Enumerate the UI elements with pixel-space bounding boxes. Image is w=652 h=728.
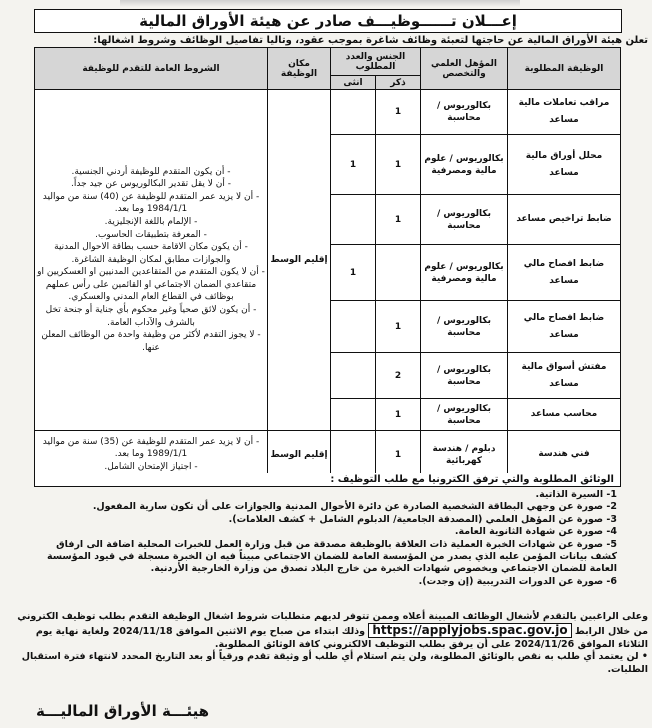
female-count bbox=[331, 431, 376, 479]
job-title: ضابط افصاح مالي مساعد bbox=[508, 245, 621, 301]
header-place: مكان الوظيفة bbox=[268, 48, 331, 90]
condition-item: - لا يجوز التقدم لأكثر من وظيفة واحدة من الوظائف المعلن عنها. bbox=[41, 330, 261, 353]
document-item: 4- صورة عن شهادة الثانوية العامة. bbox=[454, 526, 617, 538]
female-count bbox=[331, 301, 376, 353]
condition-item: - الإلمام باللغة الإنجليزية. bbox=[104, 216, 198, 227]
condition-item: - أن لا يكون المتقدم من المتقاعدين المدنيين او العسكريين او متقاعدي الضمان الاجتماعي او القائمين على رأس عملهم بوظائف في القطاع العام المدني والعسكري. bbox=[37, 267, 265, 303]
male-count: 1 bbox=[376, 399, 421, 431]
qualification: بكالوريوس / محاسبة bbox=[421, 195, 508, 245]
document-item: 1- السيرة الذاتية. bbox=[535, 489, 617, 500]
qualification: بكالوريوس / محاسبة bbox=[421, 399, 508, 431]
signature: هيئـــة الأوراق الماليـــة bbox=[36, 702, 210, 720]
table-row bbox=[35, 90, 621, 135]
condition-item: - أن لا يزيد عمر المتقدم للوظيفة عن (35) سنة من مواليد 1989/1/1 وما بعد. bbox=[42, 436, 260, 460]
job-title: مفتش أسواق مالية مساعد bbox=[508, 353, 621, 399]
header-gender: الجنس والعدد المطلوب bbox=[331, 48, 421, 76]
header-job: الوظيفة المطلوبة bbox=[508, 48, 621, 90]
job-title: فني هندسة bbox=[508, 431, 621, 479]
female-count bbox=[331, 399, 376, 431]
female-count bbox=[331, 353, 376, 399]
condition-item: - المعرفة بتطبيقات الحاسوب. bbox=[95, 229, 207, 240]
document-item: 2- صورة عن وجهي البطاقة الشخصية الصادرة عن دائرة الأحوال المدنية والجوازات على أن تكون سارية المفعول. bbox=[92, 501, 617, 513]
male-count: 1 bbox=[376, 90, 421, 135]
document-item: 3- صورة عن المؤهل العلمي (المصدقة الجامعية/ الدبلوم الشامل + كشف العلامات). bbox=[228, 513, 617, 525]
condition-item: - أن لا يزيد عمر المتقدم للوظيفة عن (40) سنة من مواليد 1984/1/1 وما بعد. bbox=[42, 191, 260, 215]
job-title: محاسب مساعد bbox=[508, 399, 621, 431]
instructions-note: • لن يعتمد أي طلب به نقص بالوثائق المطلوبة، ولن يتم استلام أي طلب أو وثيقة تقدم ورقياً أو بعد التاريخ المحدد لانتهاء فترة استقبال الطلبات. bbox=[21, 651, 648, 675]
intro-text: تعلن هيئة الأوراق المالية عن حاجتها لتعبئة وظائف شاغرة بموجب عقود، وتاليا تفاصيل الوظائف وشروط اشغالها: bbox=[93, 35, 648, 46]
female-count bbox=[331, 195, 376, 245]
apply-link[interactable]: https://applyjobs.spac.gov.jo bbox=[368, 623, 571, 637]
condition-item: - أن لا يقل تقدير البكالوريوس عن جيد جداً. bbox=[71, 179, 231, 190]
male-count: 1 bbox=[376, 195, 421, 245]
header-qualification: المؤهل العلمي والتخصص bbox=[421, 48, 508, 90]
job-title: ضابط افصاح مالي مساعد bbox=[508, 301, 621, 353]
job-title: ضابط تراخيص مساعد bbox=[508, 195, 621, 245]
condition-item: - أن يكون لائق صحياً وغير محكوم بأي جناية أو جنحة تخل بالشرف والآداب العامة. bbox=[45, 305, 257, 328]
documents-title: الوثائق المطلوبة والتي ترفق الكترونيا مع طلب التوظيف : bbox=[34, 473, 621, 487]
qualification: دبلوم / هندسة كهربائية bbox=[421, 431, 508, 479]
header-male: ذكر bbox=[376, 76, 421, 90]
scan-edge bbox=[120, 0, 520, 7]
header-female: انثى bbox=[331, 76, 376, 90]
male-count: 2 bbox=[376, 353, 421, 399]
qualification: بكالوريوس / علوم مالية ومصرفية bbox=[421, 135, 508, 195]
female-count: 1 bbox=[331, 245, 376, 301]
instructions-text: وعلى الراغبين بالتقدم لأشغال الوظائف المبينة أعلاه وممن تتوفر لديهم متطلبات شروط اشغال الوظيفة التقدم بطلب توظيف الكتروني من خلال الرابط bbox=[17, 611, 648, 638]
jobs-table bbox=[34, 47, 621, 479]
condition-item: - أن يكون مكان الاقامة حسب بطاقة الاحوال المدنية والجوازات مطابق لمكان الوظيفة الشاغرة. bbox=[54, 242, 248, 265]
condition-item: - أن يكون المتقدم للوظيفة أردني الجنسية. bbox=[71, 166, 231, 177]
general-conditions bbox=[35, 90, 268, 431]
instructions-dates: وذلك ابتداء من صباح يوم الاثنين الموافق 2024/11/18 ولغاية نهاية يوم الثلاثاء الموافق 2024/11/26 على أن يرفق بطلب التوظيف الالكتروني كافة الوثائق المطلوبة. bbox=[35, 626, 648, 650]
qualification: بكالوريوس / علوم مالية ومصرفية bbox=[421, 245, 508, 301]
job-title: محلل أوراق مالية مساعد bbox=[508, 135, 621, 195]
job-title: مراقب تعاملات مالية مساعد bbox=[508, 90, 621, 135]
job-place: إقليم الوسط bbox=[268, 90, 331, 431]
male-count: 1 bbox=[376, 301, 421, 353]
qualification: بكالوريوس / محاسبة bbox=[421, 301, 508, 353]
announcement-title: إعـــلان تــــــوظيـــف صادر عن هيئة الأوراق المالية bbox=[34, 9, 622, 33]
qualification: بكالوريوس / محاسبة bbox=[421, 90, 508, 135]
male-count: 1 bbox=[376, 135, 421, 195]
job-place: إقليم الوسط bbox=[268, 431, 331, 479]
female-count bbox=[331, 90, 376, 135]
application-instructions bbox=[4, 611, 648, 676]
table-row bbox=[35, 431, 621, 479]
male-count: 1 bbox=[376, 431, 421, 479]
documents-list bbox=[34, 489, 617, 588]
qualification: بكالوريوس / محاسبة bbox=[421, 353, 508, 399]
document-item: 6- صورة عن الدورات التدريبية (إن وجدت). bbox=[418, 575, 617, 587]
document-item: 5- صورة عن شهادات الخبرة العملية ذات العلاقة بالوظيفة مصدقة من قبل وزارة العمل للخبرات المحلية اضافة الى ارفاق كشف بيانات المؤمن عليه الذي يصدر من المؤسسة العامة للضمان الاجتماعي مبيناً فيه ان الخبرة مسجلة في قيود المؤسسة العامة للضمان الاجتماعي وبخصوص شهادات الخبرة من خارج البلاد تصدق من وزارة الخارجية الأردنية. bbox=[47, 538, 617, 575]
condition-item: - اجتياز الإمتحان الشامل. bbox=[104, 461, 198, 472]
male-count bbox=[376, 245, 421, 301]
female-count: 1 bbox=[331, 135, 376, 195]
header-conditions: الشروط العامة للتقدم للوظيفة bbox=[35, 48, 268, 90]
general-conditions bbox=[35, 431, 268, 479]
